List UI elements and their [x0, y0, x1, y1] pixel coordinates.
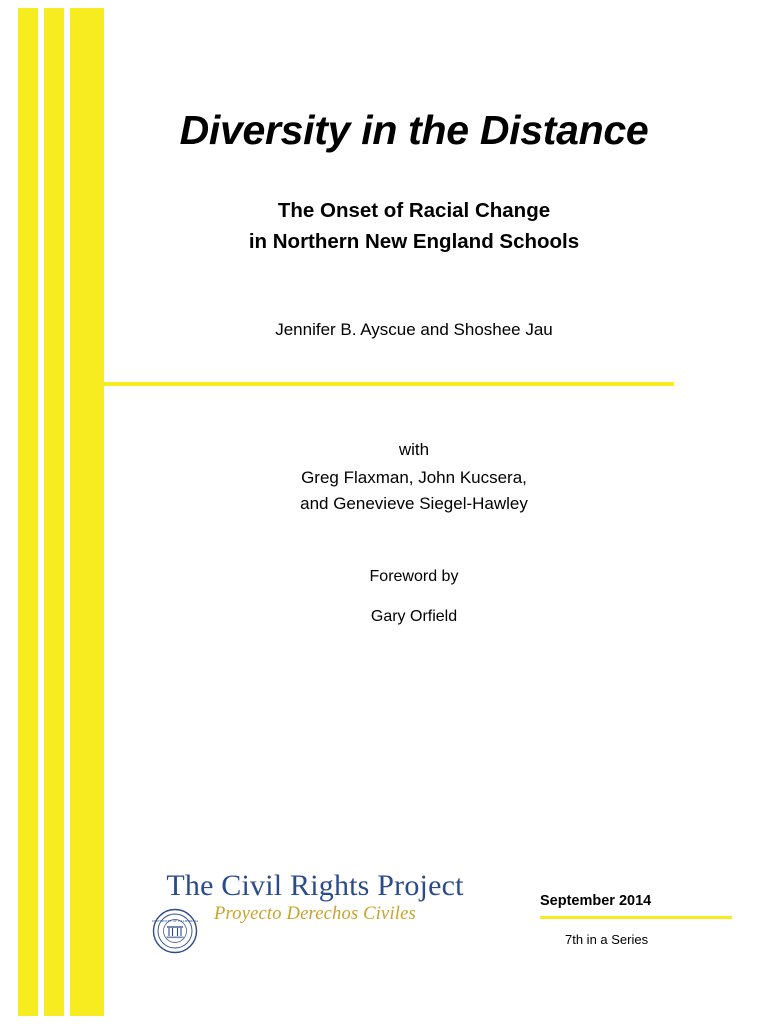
- contributors-line-2: and Genevieve Siegel-Hawley: [300, 494, 528, 514]
- report-subtitle: [104, 196, 724, 258]
- report-subtitle-line-2: in Northern New England Schools: [248, 229, 580, 253]
- organization-logo: [150, 870, 480, 925]
- report-authors: Jennifer B. Ayscue and Shoshee Jau: [275, 320, 553, 339]
- foreword-author: Gary Orfield: [370, 608, 458, 625]
- report-title: Diversity in the Distance: [179, 107, 649, 153]
- report-subtitle-line-1: The Onset of Racial Change: [277, 199, 551, 222]
- horizontal-rule-date-accent: [540, 916, 732, 919]
- series-label: 7th in a Series: [565, 932, 649, 947]
- contributors-line-1: Greg Flaxman, John Kucsera,: [301, 468, 527, 487]
- university-seal-icon: [152, 908, 198, 954]
- publication-date: September 2014: [540, 893, 652, 909]
- svg-text:UNIVERSITY OF CALIFORNIA: UNIVERSITY OF CALIFORNIA: [152, 919, 198, 923]
- contributors-label: with: [398, 440, 430, 459]
- organization-name-spanish: Proyecto Derechos Civiles: [214, 903, 416, 924]
- decorative-yellow-bar-left: [18, 8, 38, 1016]
- decorative-yellow-bar-right: [70, 8, 104, 1016]
- organization-name: The Civil Rights Project: [166, 869, 464, 902]
- foreword-label: Foreword by: [369, 568, 459, 585]
- horizontal-rule-accent: [96, 382, 674, 386]
- decorative-yellow-bar-middle: [44, 8, 64, 1016]
- contributors-list: [104, 465, 724, 518]
